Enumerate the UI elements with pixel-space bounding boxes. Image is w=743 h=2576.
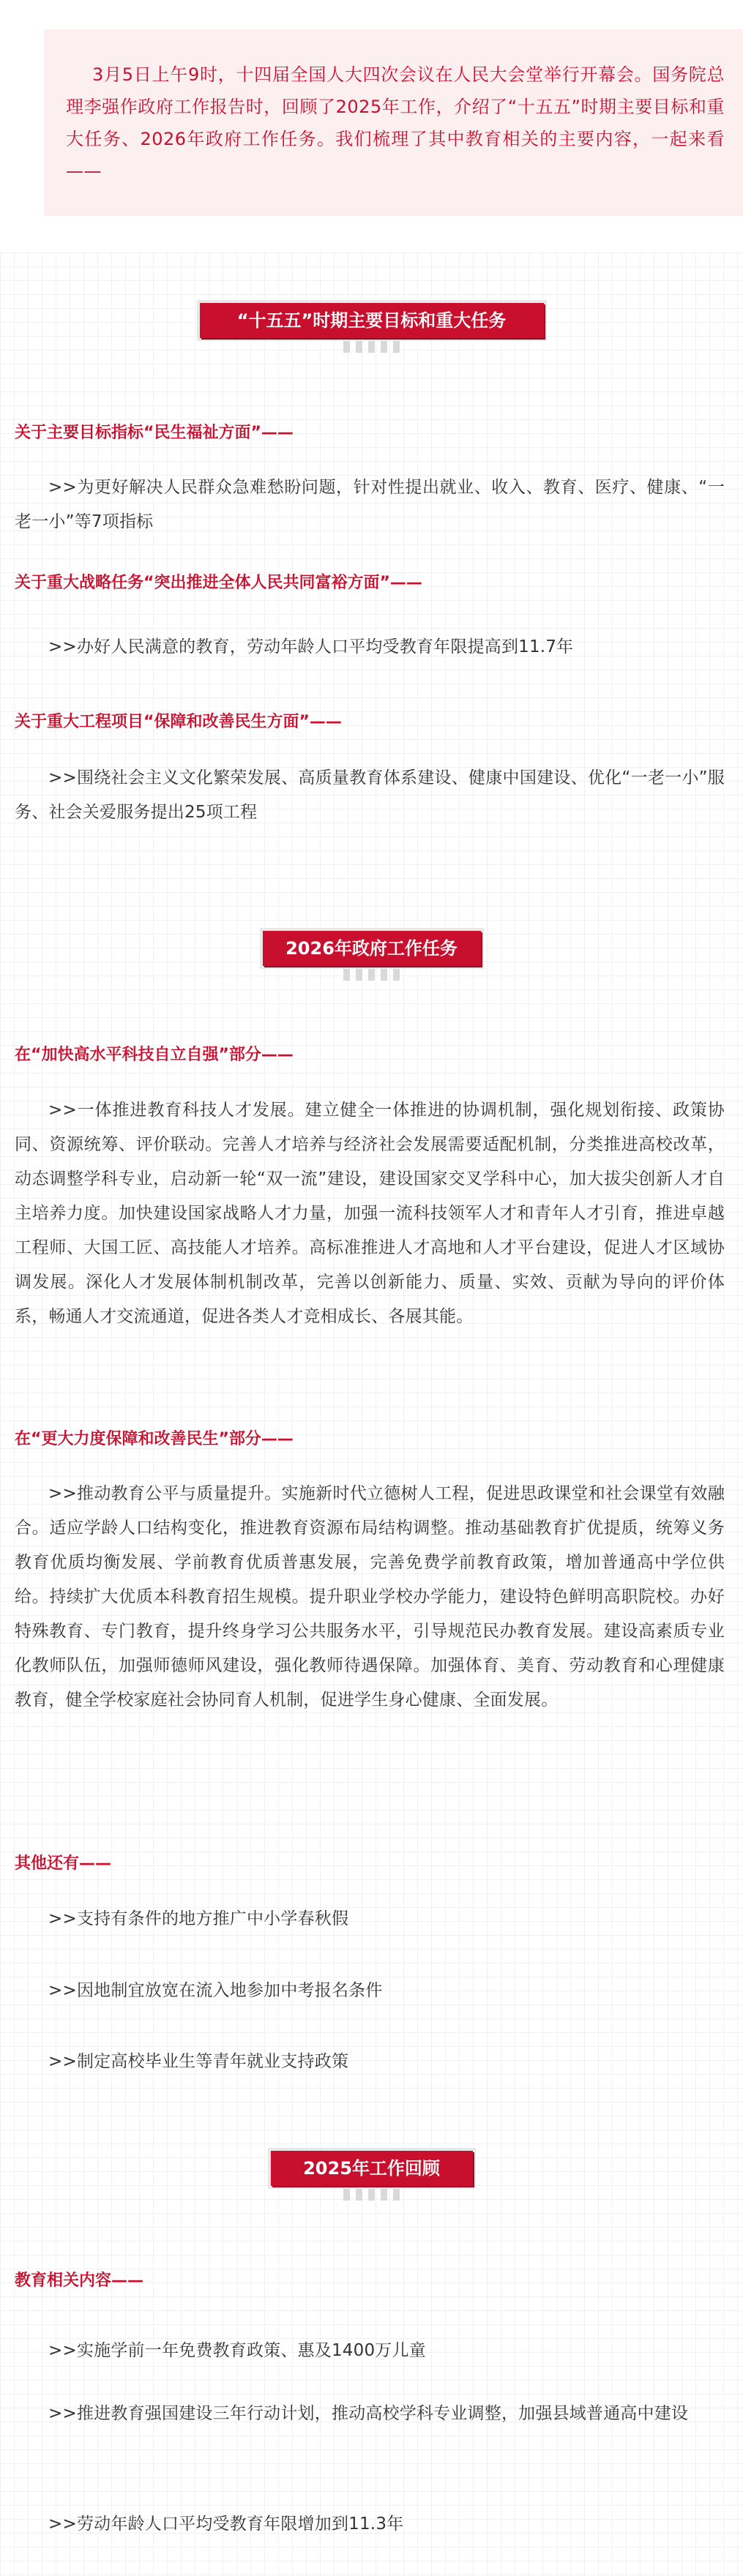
- section2-heading-1: 在“加快高水平科技自立自强”部分——: [15, 1046, 294, 1064]
- section-title-label: “十五五”时期主要目标和重大任务: [200, 303, 544, 338]
- section2-heading-2: 在“更大力度保障和改善民生”部分——: [15, 1430, 294, 1448]
- intro-text: 3月5日上午9时，十四届全国人大四次会议在人民大会堂举行开幕会。国务院总理李强作政府工作报告时，回顾了2025年工作，介绍了“十五五”时期主要目标和重大任务、2026年政府工作任务。我们梳理了其中教育相关的主要内容，一起来看——: [66, 64, 725, 181]
- section3-item-2: >>推进教育强国建设三年行动计划，推动高校学科专业调整，加强县域普通高中建设: [48, 2404, 689, 2423]
- others-item-2: >>因地制宜放宽在流入地参加中考报名条件: [48, 1981, 383, 2000]
- section1-text-2: >>办好人民满意的教育，劳动年龄人口平均受教育年限提高到11.7年: [48, 637, 574, 656]
- grid-background: [0, 252, 743, 2576]
- section-title-2: [260, 928, 484, 969]
- section2-text-2: >>推动教育公平与质量提升。实施新时代立德树人工程，促进思政课堂和社会课堂有效融合。适应学龄人口结构变化，推进教育资源布局结构调整。推动基础教育扩优提质，统筹义务教育优质均衡发展、学前教育优质普惠发展，完善免费学前教育政策，增加普通高中学位供给。持续扩大优质本科教育招生规模。提升职业学校办学能力，建设特色鲜明高职院校。办好特殊教育、专门教育，提升终身学习公共服务水平，引导规范民办教育发展。建设高素质专业化教师队伍，加强师德师风建设，强化教师待遇保障。加强体育、美育、劳动教育和心理健康教育，健全学校家庭社会协同育人机制，促进学生身心健康、全面发展。: [15, 1484, 725, 1710]
- section1-heading-2: 关于重大战略任务“突出推进全体人民共同富裕方面”——: [15, 574, 422, 592]
- section-title-decoration: [197, 341, 547, 354]
- section3-item-3: >>劳动年龄人口平均受教育年限增加到11.3年: [48, 2515, 404, 2534]
- section1-text-3: >>围绕社会主义文化繁荣发展、高质量教育体系建设、健康中国建设、优化“一老一小”服务、社会关爱服务提出25项工程: [15, 768, 725, 822]
- section1-heading-1: 关于主要目标指标“民生福祉方面”——: [15, 424, 294, 442]
- section2-text-1: >>一体推进教育科技人才发展。建立健全一体推进的协调机制，强化规划衔接、政策协同、资源统筹、评价联动。完善人才培养与经济社会发展需要适配机制，分类推进高校改革，动态调整学科专业，启动新一轮“双一流”建设，建设国家交叉学科中心，加大拔尖创新人才自主培养力度。加快建设国家战略人才力量，加强一流科技领军人才和青年人才引育，推进卓越工程师、大国工匠、高技能人才培养。高标准推进人才高地和人才平台建设，促进人才区域协调发展。深化人才发展体制机制改革，完善以创新能力、质量、实效、贡献为导向的评价体系，畅通人才交流通道，促进各类人才竞相成长、各展其能。: [15, 1101, 725, 1326]
- others-heading: 其他还有——: [15, 1854, 112, 1873]
- section-title-3: [268, 2148, 476, 2189]
- section3-heading: 教育相关内容——: [15, 2272, 144, 2290]
- section-title-label: 2025年工作回顾: [271, 2151, 473, 2186]
- others-item-1: >>支持有条件的地方推广中小学春秋假: [48, 1909, 349, 1928]
- section-title-decoration: [260, 969, 484, 982]
- section3-item-1: >>实施学前一年免费教育政策、惠及1400万儿童: [48, 2341, 426, 2360]
- section-title-label: 2026年政府工作任务: [263, 931, 481, 966]
- section1-heading-3: 关于重大工程项目“保障和改善民生方面”——: [15, 713, 342, 731]
- section-title-1: [197, 300, 547, 341]
- others-item-3: >>制定高校毕业生等青年就业支持政策: [48, 2052, 349, 2071]
- section1-text-1: >>为更好解决人民群众急难愁盼问题，针对性提出就业、收入、教育、医疗、健康、“一老一小”等7项指标: [15, 478, 725, 531]
- section-title-decoration: [268, 2189, 476, 2202]
- intro-box: [44, 29, 743, 216]
